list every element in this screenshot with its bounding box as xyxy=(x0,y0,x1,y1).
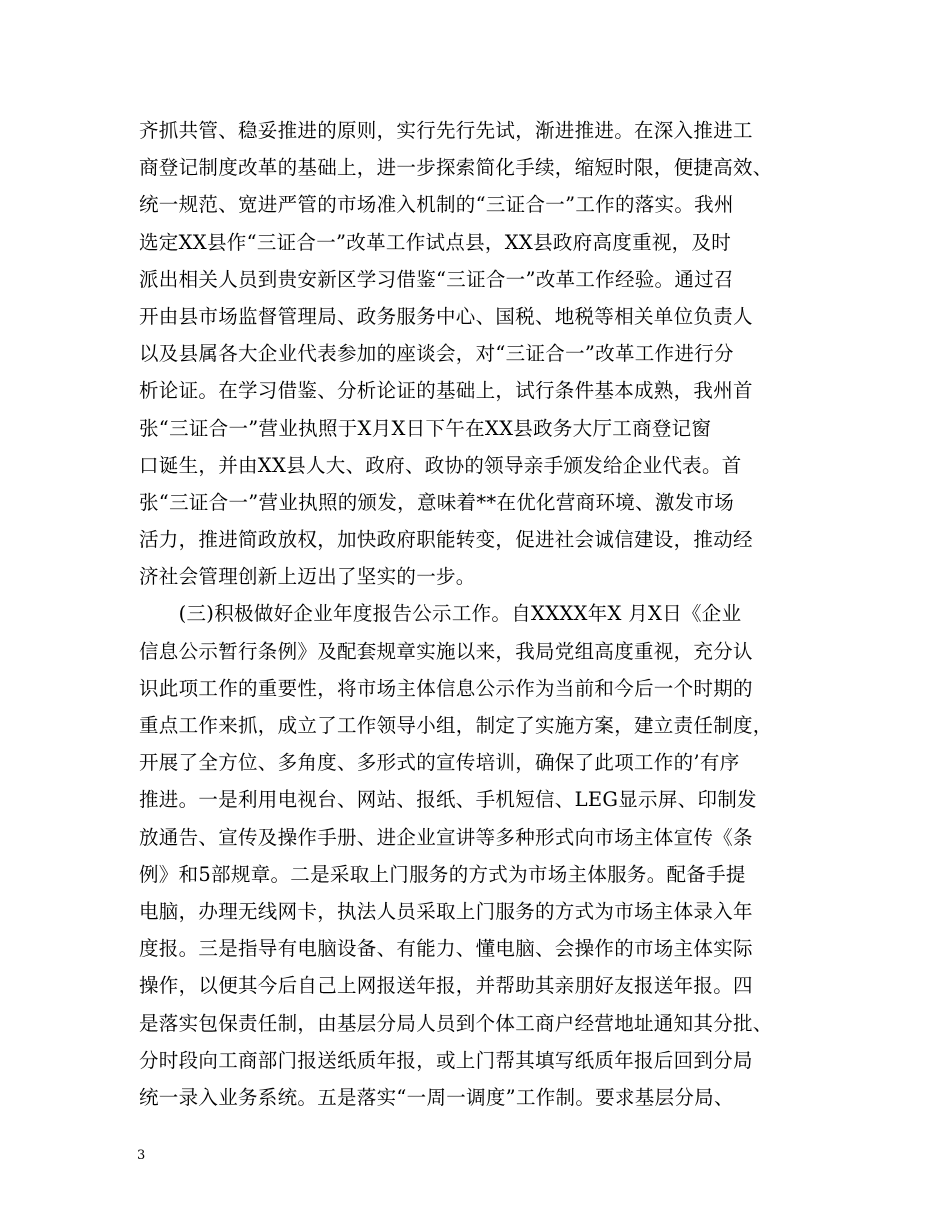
text-line: 电脑，办理无线网卡，执法人员采取上门服务的方式为市场主体录入年 xyxy=(139,899,753,923)
text-line: 商登记制度改革的基础上，进一步探索简化手续，缩短时限，便捷高效、 xyxy=(139,156,773,180)
text-line: 重点工作来抓，成立了工作领导小组，制定了实施方案，建立责任制度， xyxy=(139,714,773,737)
text-line: 张“三证合一”营业执照于X月X日下午在XX县政务大厅工商登记窗 xyxy=(139,416,712,440)
text-line: 推进。一是利用电视台、网站、报纸、手机短信、LEG显示屏、印制发 xyxy=(139,788,757,812)
text-line: 口诞生，并由XX县人大、政府、政协的领导亲手颁发给企业代表。首 xyxy=(139,453,742,477)
text-line: 济社会管理创新上迈出了坚实的一步。 xyxy=(139,565,476,589)
text-line: 度报。三是指导有电脑设备、有能力、懂电脑、会操作的市场主体实际 xyxy=(139,937,753,961)
text-line: 分时段向工商部门报送纸质年报，或上门帮其填写纸质年报后回到分局 xyxy=(139,1048,753,1072)
text-line: 选定XX县作“三证合一”改革工作试点县，XX县政府高度重视，及时 xyxy=(139,230,732,254)
text-line: (三)积极做好企业年度报告公示工作。自XXXX年X 月X日《企业 xyxy=(139,602,742,626)
text-line: 统一规范、宽进严管的市场准入机制的“三证合一”工作的落实。我州 xyxy=(139,193,734,217)
text-line: 开由县市场监督管理局、政务服务中心、国税、地税等相关单位负责人 xyxy=(139,304,753,328)
text-line: 派出相关人员到贵安新区学习借鉴“三证合一”改革工作经验。通过召 xyxy=(139,267,734,291)
text-line: 识此项工作的重要性，将市场主体信息公示作为当前和今后一个时期的 xyxy=(139,676,753,700)
text-line: 析论证。在学习借鉴、分析论证的基础上，试行条件基本成熟，我州首 xyxy=(139,379,753,403)
text-line: 开展了全方位、多角度、多形式的宣传培训，确保了此项工作的’有序 xyxy=(139,751,740,775)
page-number: 3 xyxy=(137,1148,146,1163)
text-line: 是落实包保责任制，由基层分局人员到个体工商户经营地址通知其分批、 xyxy=(139,1011,773,1035)
text-line: 张“三证合一”营业执照的颁发，意味着**在优化营商环境、激发市场 xyxy=(139,490,735,514)
text-line: 信息公示暂行条例》及配套规章实施以来，我局党组高度重视，充分认 xyxy=(139,639,753,663)
text-line: 放通告、宣传及操作手册、进企业宣讲等多种形式向市场主体宣传《条 xyxy=(139,825,753,849)
body-text xyxy=(139,112,819,1116)
text-line: 齐抓共管、稳妥推进的原则，实行先行先试，渐进推进。在深入推进工 xyxy=(139,119,753,142)
text-line: 操作，以便其今后自己上网报送年报，并帮助其亲朋好友报送年报。四 xyxy=(139,974,753,998)
text-line: 例》和5部规章。二是采取上门服务的方式为市场主体服务。配备手提 xyxy=(139,862,746,886)
text-line: 以及县属各大企业代表参加的座谈会，对“三证合一”改革工作进行分 xyxy=(139,342,734,366)
text-line: 统一录入业务系统。五是落实“一周一调度”工作制。要求基层分局、 xyxy=(139,1085,734,1109)
text-line: 活力，推进简政放权，加快政府职能转变，促进社会诚信建设，推动经 xyxy=(139,528,753,552)
